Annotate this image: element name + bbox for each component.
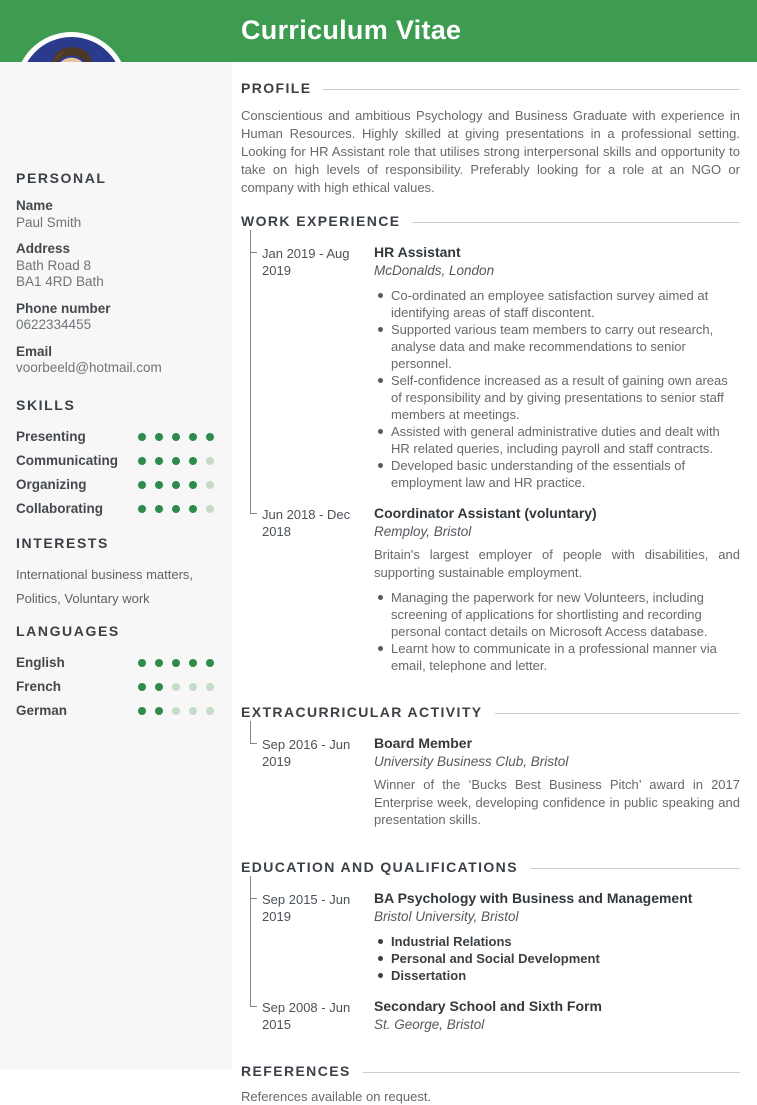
rating-dots xyxy=(138,481,214,489)
entry-bullets xyxy=(374,589,740,674)
personal-heading: PERSONAL xyxy=(16,170,107,186)
rating-dot xyxy=(172,433,180,441)
entry-bullets xyxy=(374,933,740,984)
field-label: Email xyxy=(16,343,53,359)
rating-row xyxy=(16,425,214,449)
rating-dot xyxy=(138,683,146,691)
references-section xyxy=(241,1063,740,1105)
heading-rule xyxy=(412,222,740,223)
rating-dots xyxy=(138,659,214,667)
rating-row xyxy=(16,449,214,473)
entry-date: Sep 2008 - Jun 2015 xyxy=(262,999,351,1032)
rating-dot xyxy=(189,481,197,489)
interests-text: International business matters, Politics, Voluntary work xyxy=(16,566,194,606)
rating-dot xyxy=(172,659,180,667)
rating-dot xyxy=(189,433,197,441)
field-value: voorbeeld@hotmail.com xyxy=(16,360,162,375)
bullet-item: Managing the paperwork for new Volunteers, including screening of applications for shortlisting and recording personal contact details on Microsoft Access database. xyxy=(374,589,740,640)
rating-dot xyxy=(172,505,180,513)
entry-title: HR Assistant xyxy=(374,244,461,260)
entry-title: Coordinator Assistant (voluntary) xyxy=(374,505,597,521)
bullet-item: Self-confidence increased as a result of gaining own areas of responsibility and by giving presentations to senior staff members at meetings. xyxy=(374,372,740,423)
entry-title: Board Member xyxy=(374,735,473,751)
heading-rule xyxy=(323,89,740,90)
work-heading: WORK EXPERIENCE xyxy=(241,213,401,229)
rating-row xyxy=(16,497,214,521)
rating-row xyxy=(16,651,214,675)
rating-dot xyxy=(155,659,163,667)
personal-section xyxy=(16,170,214,377)
entry-date: Jan 2019 - Aug 2019 xyxy=(262,246,350,278)
education-section xyxy=(241,859,740,1047)
entry-intro: Britain's largest employer of people with disabilities, and supporting sustainable employment. xyxy=(374,547,740,580)
education-timeline xyxy=(250,876,740,1047)
rating-dot xyxy=(189,505,197,513)
entry-title: Secondary School and Sixth Form xyxy=(374,997,602,1014)
rating-dot xyxy=(206,659,214,667)
rating-label: Presenting xyxy=(16,429,86,444)
rating-dot xyxy=(172,457,180,465)
entry-organisation: McDonalds, London xyxy=(374,263,495,278)
skills-heading: SKILLS xyxy=(16,396,76,413)
entry-body xyxy=(374,998,740,1033)
interests-section xyxy=(16,535,214,611)
rating-label: German xyxy=(16,703,68,718)
bullet-item: Industrial Relations xyxy=(374,933,740,950)
timeline-entry xyxy=(250,244,740,505)
section-header xyxy=(241,859,740,876)
skills-section xyxy=(16,397,214,521)
rating-dot xyxy=(189,659,197,667)
bullet-item: Developed basic understanding of the essentials of employment law and HR practice. xyxy=(374,457,740,491)
profile-text: Conscientious and ambitious Psychology and Business Graduate with experience in Human Resources. Highly skilled at giving presentations in a professional setting. Looking for HR Assistant role that utilises strong interpersonal skills and opportunity to take on high levels of responsibility. Preferably looking for a role at an NGO or company with high ethical values. xyxy=(241,108,740,195)
personal-field xyxy=(16,301,214,334)
personal-field xyxy=(16,344,214,377)
rating-dot xyxy=(189,683,197,691)
interests-heading: INTERESTS xyxy=(16,534,109,551)
entry-body xyxy=(374,735,740,829)
bullet-item: Personal and Social Development xyxy=(374,950,740,967)
rating-row xyxy=(16,699,214,723)
education-heading: EDUCATION AND QUALIFICATIONS xyxy=(241,858,518,875)
section-header xyxy=(241,704,740,721)
rating-dot xyxy=(172,707,180,715)
entry-organisation: University Business Club, Bristol xyxy=(374,754,569,769)
section-header xyxy=(241,1063,740,1080)
rating-dot xyxy=(138,433,146,441)
personal-field xyxy=(16,198,214,231)
main-column xyxy=(241,62,740,1105)
rating-dot xyxy=(155,433,163,441)
rating-label: Communicating xyxy=(16,453,119,468)
heading-rule xyxy=(530,868,740,869)
references-text: References available on request. xyxy=(241,1088,432,1104)
rating-label: English xyxy=(16,655,65,670)
entry-title: BA Psychology with Business and Management xyxy=(374,889,693,906)
entry-date: Jun 2018 - Dec 2018 xyxy=(262,507,351,539)
profile-heading: PROFILE xyxy=(241,80,312,96)
section-header xyxy=(241,80,740,97)
entry-body xyxy=(374,505,740,674)
rating-row xyxy=(16,473,214,497)
timeline-entry xyxy=(250,505,740,688)
rating-dot xyxy=(172,683,180,691)
timeline-entry xyxy=(250,735,740,843)
section-header xyxy=(241,213,740,230)
rating-dots xyxy=(138,433,214,441)
languages-section xyxy=(16,623,214,723)
rating-dot xyxy=(206,683,214,691)
personal-field xyxy=(16,241,214,291)
heading-rule xyxy=(363,1072,740,1073)
rating-dot xyxy=(206,707,214,715)
rating-dot xyxy=(138,481,146,489)
rating-dots xyxy=(138,707,214,715)
rating-dot xyxy=(155,457,163,465)
rating-row xyxy=(16,675,214,699)
entry-organisation: Bristol University, Bristol xyxy=(374,908,519,924)
entry-body xyxy=(374,244,740,491)
bullet-item: Supported various team members to carry out research, analyse data and make recommendations to senior personnel. xyxy=(374,321,740,372)
timeline-entry xyxy=(250,890,740,998)
rating-dot xyxy=(138,707,146,715)
entry-organisation: Remploy, Bristol xyxy=(374,524,472,539)
timeline-lead xyxy=(250,876,740,890)
entry-body xyxy=(374,890,740,984)
timeline-entry xyxy=(250,998,740,1047)
rating-dot xyxy=(206,505,214,513)
rating-dot xyxy=(206,481,214,489)
rating-dot xyxy=(189,457,197,465)
rating-dots xyxy=(138,457,214,465)
bullet-item: Assisted with general administrative duties and dealt with HR related queries, including payroll and staff contracts. xyxy=(374,423,740,457)
languages-rows xyxy=(16,651,214,723)
field-label: Name xyxy=(16,198,53,213)
rating-dot xyxy=(155,683,163,691)
page-title: Curriculum Vitae xyxy=(241,15,462,45)
sidebar xyxy=(0,62,232,1070)
rating-dot xyxy=(206,433,214,441)
rating-label: Collaborating xyxy=(16,501,103,516)
field-label: Phone number xyxy=(16,300,111,316)
field-value: Paul Smith xyxy=(16,214,82,230)
rating-dot xyxy=(172,481,180,489)
rating-label: Organizing xyxy=(16,477,87,492)
profile-section xyxy=(241,80,740,197)
personal-fields xyxy=(16,198,214,377)
rating-dot xyxy=(155,707,163,715)
references-heading: REFERENCES xyxy=(241,1062,351,1079)
field-value: BA1 4RD Bath xyxy=(16,274,104,289)
rating-label: French xyxy=(16,679,62,694)
entry-bullets xyxy=(374,287,740,491)
entry-intro: Winner of the ‘Bucks Best Business Pitch’ award in 2017 Enterprise week, developing confidence in public speaking and presentation skills. xyxy=(374,777,740,827)
entry-date: Sep 2015 - Jun 2019 xyxy=(262,891,351,924)
rating-dot xyxy=(155,505,163,513)
rating-dot xyxy=(138,659,146,667)
extracurricular-heading: EXTRACURRICULAR ACTIVITY xyxy=(241,704,483,720)
timeline-lead xyxy=(250,721,740,735)
rating-dots xyxy=(138,683,214,691)
field-value: Bath Road 8 xyxy=(16,257,92,273)
rating-dot xyxy=(138,457,146,465)
bullet-item: Dissertation xyxy=(374,967,740,984)
extracurricular-timeline xyxy=(250,721,740,843)
field-label: Address xyxy=(16,241,71,256)
field-value: 0622334455 xyxy=(16,317,92,332)
bullet-item: Co-ordinated an employee satisfaction survey aimed at identifying areas of staff discontent. xyxy=(374,287,740,321)
entry-organisation: St. George, Bristol xyxy=(374,1016,485,1032)
heading-rule xyxy=(495,713,740,714)
rating-dot xyxy=(189,707,197,715)
bullet-item: Learnt how to communicate in a professional manner via email, telephone and letter. xyxy=(374,640,740,674)
languages-heading: LANGUAGES xyxy=(16,622,120,639)
work-section xyxy=(241,213,740,688)
entry-date: Sep 2016 - Jun 2019 xyxy=(262,737,351,769)
rating-dot xyxy=(206,457,214,465)
timeline-lead xyxy=(250,230,740,244)
rating-dots xyxy=(138,505,214,513)
rating-dot xyxy=(138,505,146,513)
rating-dot xyxy=(155,481,163,489)
work-timeline xyxy=(250,230,740,688)
extracurricular-section xyxy=(241,704,740,843)
skills-rows xyxy=(16,425,214,521)
